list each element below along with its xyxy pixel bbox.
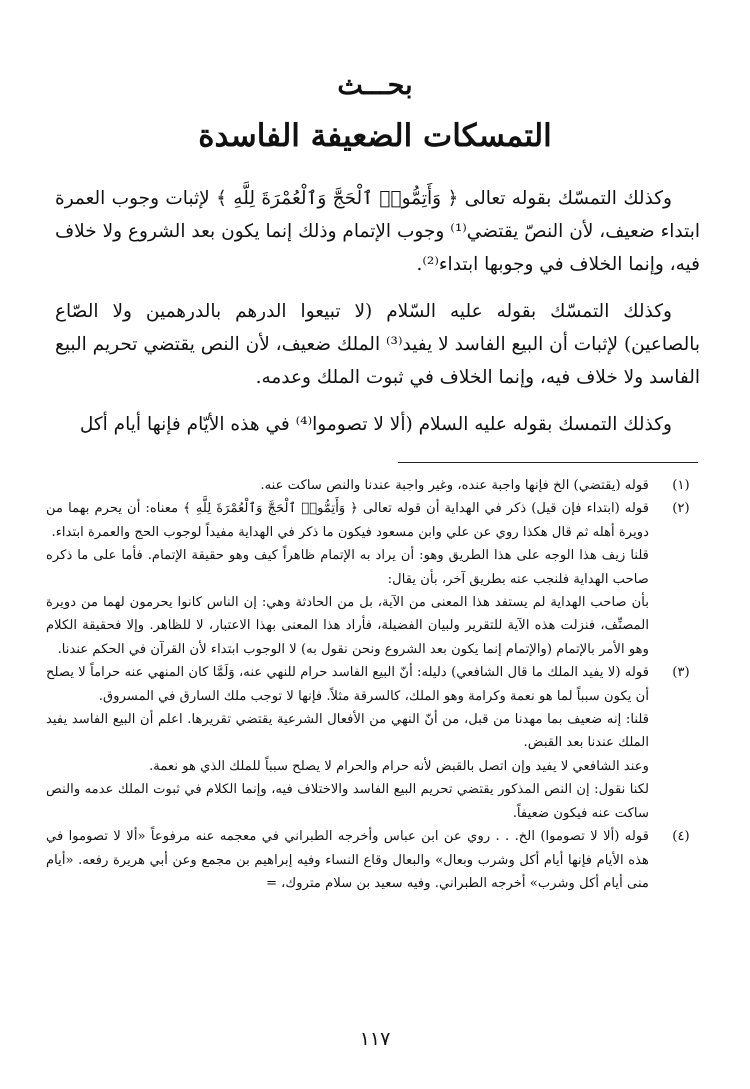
footnote-number: (٣): [672, 665, 690, 681]
section-kicker: بحـــث: [337, 70, 413, 101]
footnote-text: قوله (يقتضي) الخ فإنها واجبة عنده، وغير واجبة عندنا والنص ساكت عنه.: [260, 478, 649, 493]
footnote-text: قوله (لا يفيد الملك ما قال الشافعي) دليله: أنّ البيع الفاسد حرام للنهي عنه، وَلَمَّا كان المنهي عنه حراماً لا يصلح أن يكون سبباً لما هو نعمة وكرامة وهو الملك، كالسرقة مثلاً. فإنها لا توجب ملك السارق في المسروق.: [46, 665, 649, 704]
main-text: [55, 182, 700, 455]
footnote: [46, 661, 701, 825]
body-paragraph: وكذلك التمسّك بقوله عليه السّلام (لا تبيعوا الدرهم بالدرهمين ولا الصّاع بالصاعين) لإثبات أن البيع الفاسد لا يفيد⁽³⁾ الملك ضعيف، لأن النص يقتضي تحريم البيع الفاسد ولا خلاف فيه، وإنما الخلاف في ثبوت الملك وعدمه.: [55, 301, 700, 388]
footnote-text: قلنا: إنه ضعيف بما مهدنا من قبل، من أنّ النهي من الأفعال الشرعية يقتضي تقريرها. اعلم أن البيع الفاسد يفيد الملك عندنا بعد القبض.: [46, 712, 649, 751]
footnote-text: قلنا زيف هذا الوجه على هذا الطريق وهو: أن يراد به الإتمام ظاهراً كيف وهو حقيقة الإتمام. فأما على ما ذكره صاحب الهداية فلنجب عنه بطريق آخر، بأن يقال:: [46, 548, 649, 587]
footnote-divider: [398, 462, 698, 463]
footnote: [46, 825, 701, 895]
footnotes: [46, 474, 701, 895]
footnote: [46, 497, 701, 661]
footnote-text: وعند الشافعي لا يفيد وإن اتصل بالقبض لأنه حرام والحرام لا يصلح سبباً للملك الذي هو نعمة.: [149, 758, 649, 774]
footnote: [46, 474, 701, 497]
page-number: ١١٧: [359, 1028, 391, 1050]
footnote-number: (١): [672, 478, 690, 493]
footnote-number: (٢): [672, 501, 690, 517]
footnote-text: بأن صاحب الهداية لم يستفد هذا المعنى من الآية، بل من الحادثة وهي: إن الناس كانوا يحرمون لهما من دويرة المصنِّف، فنزلت هذه الآية للتقرير ولبيان الفضيلة، فأراد هذا المعنى بهذا الاعتبار، لا للظاهر. وإلا فحقيقة الكلام وهو الأمر بالإتمام (والإتمام إنما يكون بعد الشروع ونحن نقول به) لا الوجوب ابتداء لأن القرآن في الحكم عندنا.: [46, 595, 649, 657]
footnote-text: قوله (ألا لا تصوموا) الخ. . . روي عن ابن عباس وأخرجه الطبراني في معجمه عنه مرفوعاً «ألا لا تصوموا في هذه الأيام فإنها أيام أكل وشرب وبعال» والبعال وقاع النساء وفيه إبراهيم بن مجمع وعن أبي هريرة رفعه. «أيام منى أيام أكل وشرب» أخرجه الطبراني. وفيه سعيد بن سلام متروك، =: [46, 829, 649, 891]
body-paragraph: وكذلك التمسّك بقوله تعالى ﴿ وَأَتِمُّوا۟ ٱلْحَجَّ وَٱلْعُمْرَةَ لِلَّهِ ﴾ لإثبات وجوب العمرة ابتداء ضعيف، لأن النصّ يقتضي⁽¹⁾ وجوب الإتمام وذلك إنما يكون بعد الشروع ولا خلاف فيه، وإنما الخلاف في وجوبها ابتداء⁽²⁾.: [55, 188, 700, 275]
page-title: التمسكات الضعيفة الفاسدة: [198, 118, 552, 154]
footnote-number: (٤): [672, 829, 690, 845]
body-paragraph: وكذلك التمسك بقوله عليه السلام (ألا لا تصوموا⁽⁴⁾ في هذه الأيّام فإنها أيام أكل: [79, 414, 672, 435]
footnote-text: لكنا نقول: إن النص المذكور يقتضي تحريم البيع الفاسد والاختلاف فيه، وإنما الكلام في ثبوت الملك عدمه والنص ساكت عنه فيكون ضعيفاً.: [46, 782, 649, 821]
footnote-text: قوله (ابتداء فإن قيل) ذكر في الهداية أن قوله تعالى ﴿ وَأَتِمُّوا۟ ٱلْحَجَّ وَٱلْعُمْرَةَ لِلَّهِ ﴾ معناه: أن يحرم بهما من دويرة أهله ثم قال هكذا روي عن علي وابن مسعود فيكون ما ذكر في الهداية مفيداً لوجوب الحج والعمرة ابتداء.: [46, 501, 649, 540]
